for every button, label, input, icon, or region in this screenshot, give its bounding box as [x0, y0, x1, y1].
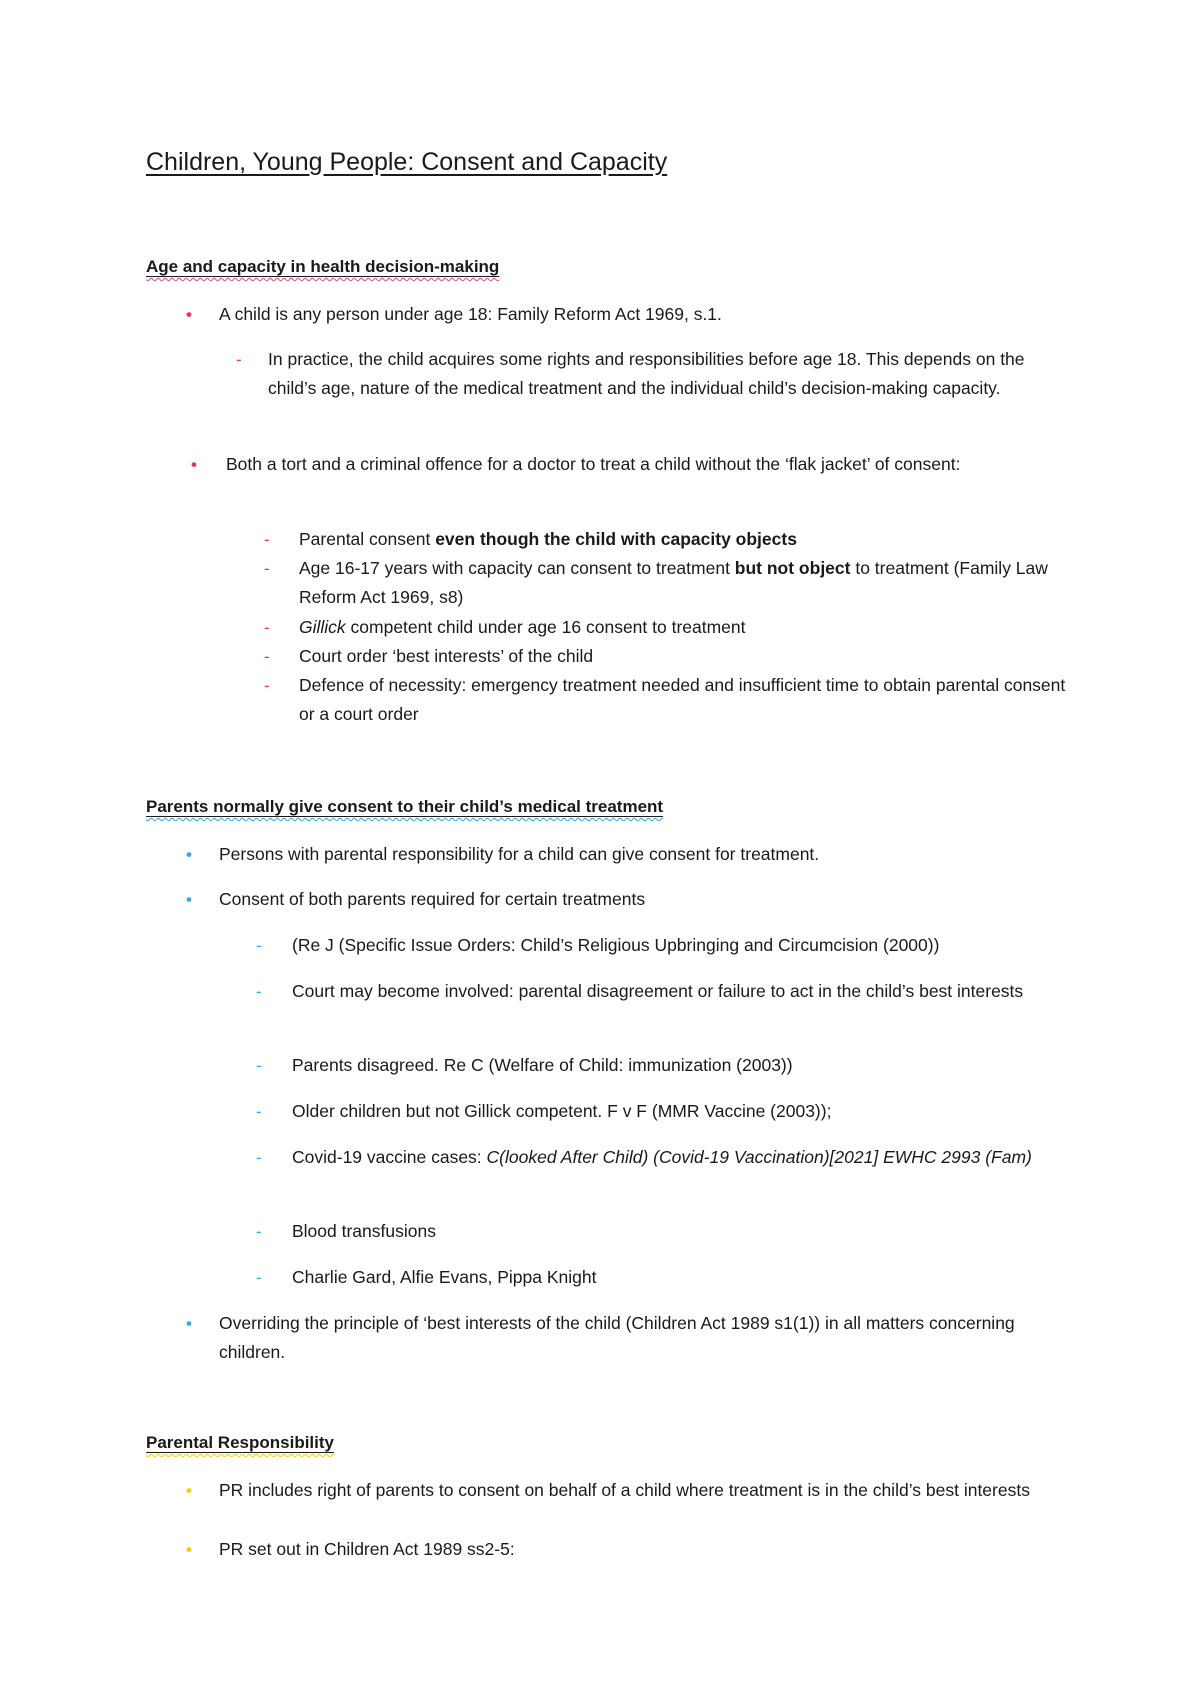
section-heading-parents-consent: Parents normally give consent to their child’s medical treatment	[146, 797, 664, 816]
dash-marker: -	[256, 982, 262, 1001]
dash-marker: -	[256, 1102, 262, 1121]
dash-marker: -	[264, 647, 270, 666]
page-title: Children, Young People: Consent and Capacity	[146, 148, 668, 176]
list-item: PR includes right of parents to consent on behalf of a child where treatment is in the child’s best interests	[219, 1480, 1030, 1500]
dash-marker: -	[256, 1148, 262, 1167]
dash-marker: -	[264, 618, 270, 637]
dash-marker: -	[256, 1056, 262, 1075]
dash-marker: -	[264, 676, 270, 695]
bullet-marker: •	[186, 1314, 192, 1333]
bullet-marker: •	[186, 845, 192, 864]
bullet-marker: •	[186, 1481, 192, 1500]
dash-marker: -	[264, 559, 270, 578]
list-item: Persons with parental responsibility for a child can give consent for treatment.	[219, 844, 820, 864]
section-heading-parental-responsibility: Parental Responsibility	[146, 1433, 334, 1452]
list-item: Blood transfusions	[292, 1221, 436, 1241]
list-item: Both a tort and a criminal offence for a doctor to treat a child without the ‘flak jacket’ of consent:	[226, 454, 961, 474]
dash-marker: -	[264, 530, 270, 549]
list-item: Charlie Gard, Alfie Evans, Pippa Knight	[292, 1267, 597, 1287]
list-item: PR set out in Children Act 1989 ss2-5:	[219, 1539, 515, 1559]
list-item: Consent of both parents required for certain treatments	[219, 889, 646, 909]
list-item: In practice, the child acquires some rights and responsibilities before age 18. This depends on the child’s age, nature of the medical treatment and the individual child’s decision-making capacity.	[268, 349, 1025, 398]
list-item: Parental consent even though the child with capacity objects	[299, 529, 797, 549]
list-item: Defence of necessity: emergency treatment needed and insufficient time to obtain parental consent or a court order	[299, 675, 1066, 724]
bullet-marker: •	[186, 890, 192, 909]
list-item: Age 16-17 years with capacity can consent to treatment but not object to treatment (Family Law Reform Act 1969, s8)	[299, 558, 1048, 607]
list-item: Covid-19 vaccine cases: C(looked After Child) (Covid-19 Vaccination)[2021] EWHC 2993 (Fam)	[292, 1147, 1032, 1167]
list-item: Overriding the principle of ‘best interests of the child (Children Act 1989 s1(1)) in all matters concerning children.	[219, 1313, 1015, 1362]
list-item: Parents disagreed. Re C (Welfare of Child: immunization (2003))	[292, 1055, 793, 1075]
dash-marker: -	[256, 1268, 262, 1287]
list-item: Court order ‘best interests’ of the child	[299, 646, 594, 666]
list-item: Older children but not Gillick competent. F v F (MMR Vaccine (2003));	[292, 1101, 832, 1121]
dash-marker: -	[236, 350, 242, 369]
list-item: Gillick competent child under age 16 consent to treatment	[299, 617, 746, 637]
dash-marker: -	[256, 1222, 262, 1241]
bullet-marker: •	[186, 305, 192, 324]
list-item: A child is any person under age 18: Family Reform Act 1969, s.1.	[219, 304, 722, 324]
bullet-marker: •	[191, 455, 197, 474]
dash-marker: -	[256, 936, 262, 955]
section-heading-age-capacity: Age and capacity in health decision-making	[146, 257, 500, 276]
bullet-marker: •	[186, 1540, 192, 1559]
list-item: (Re J (Specific Issue Orders: Child’s Religious Upbringing and Circumcision (2000))	[292, 935, 940, 955]
list-item: Court may become involved: parental disagreement or failure to act in the child’s best interests	[292, 981, 1024, 1001]
